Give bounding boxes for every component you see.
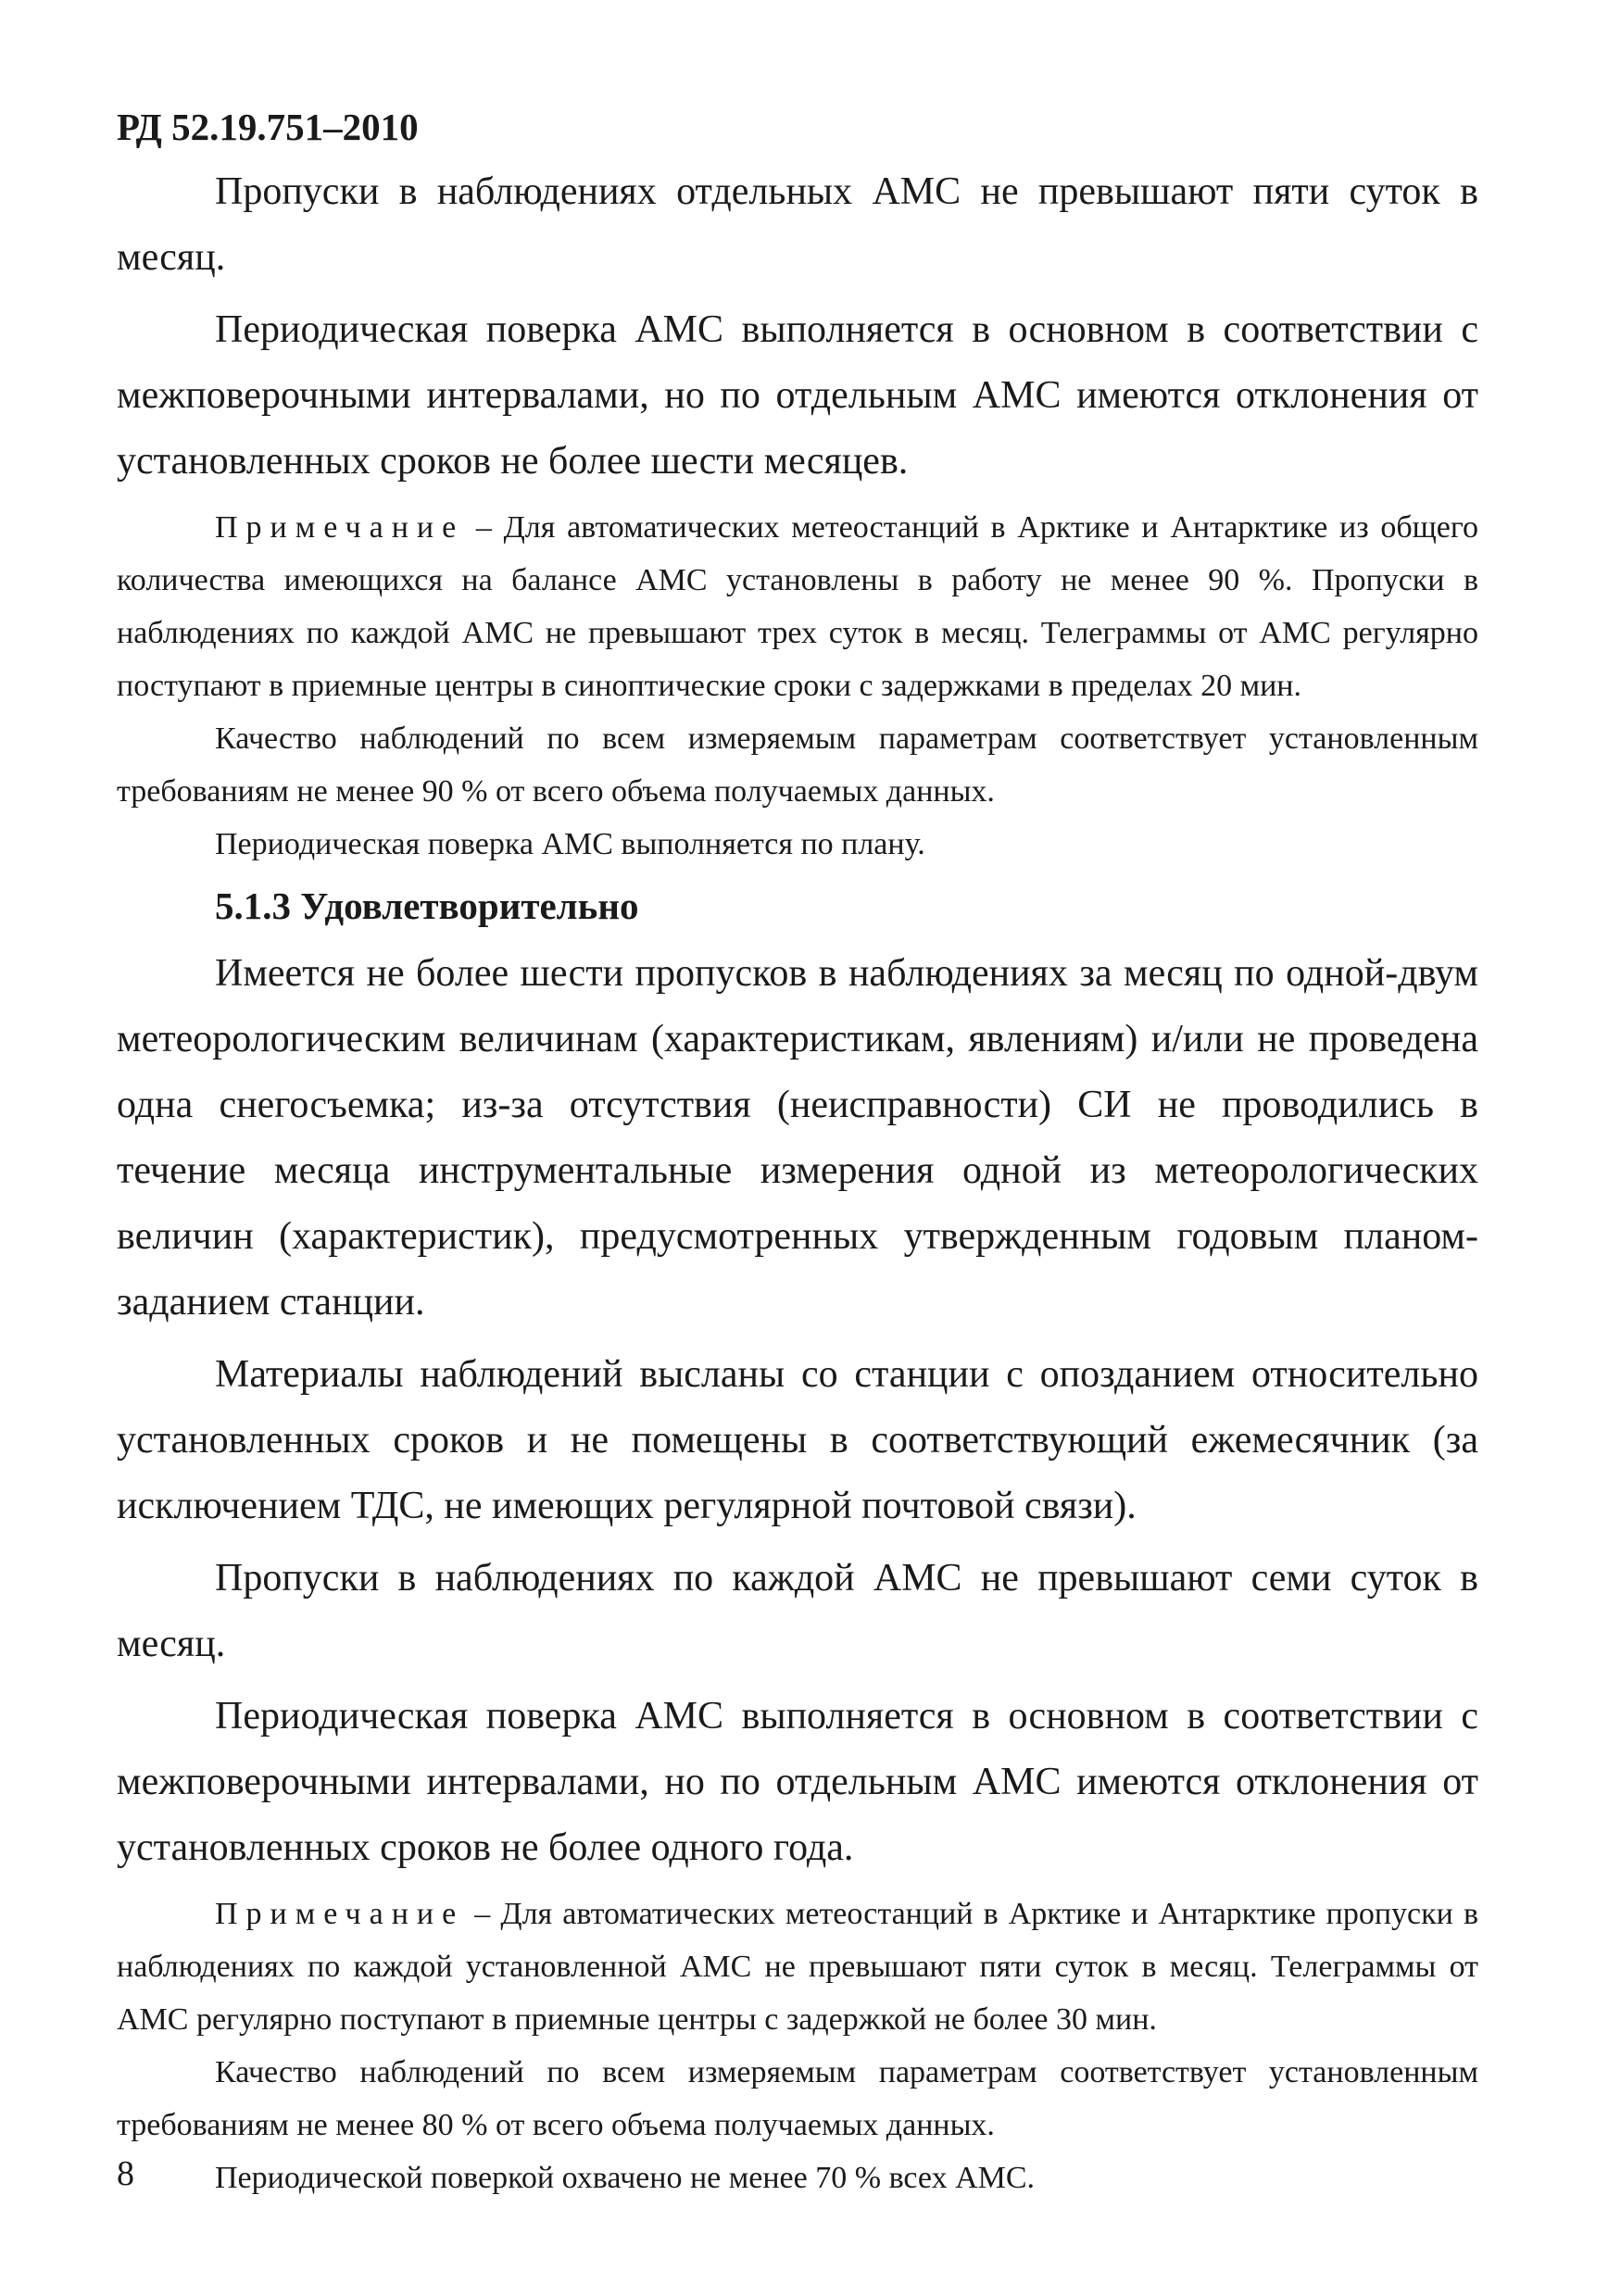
- paragraph-gaps-ams: Пропуски в наблюдениях отдельных АМС не превышают пяти суток в месяц.: [117, 170, 1478, 279]
- note-arctic-good: [117, 501, 1478, 712]
- note-quality-good: Качество наблюдений по всем измеряемым параметрам соответствует установленным требованиям не менее 90 % от всего объема получаемых данных.: [117, 721, 1478, 809]
- note-label: Примечание: [215, 1897, 465, 1931]
- document-code: РД 52.19.751–2010: [117, 106, 419, 148]
- note-quality-satisfactory: Качество наблюдений по всем измеряемым параметрам соответствует установленным требованиям не менее 80 % от всего объема получаемых данных.: [117, 2055, 1478, 2142]
- paragraph-verification: Периодическая поверка АМС выполняется в основном в соответствии с межповерочными интервалами, но по отдельным АМС имеются отклонения от установленных сроков не более шести месяцев.: [117, 308, 1478, 483]
- paragraph-gaps-ams-satisfactory: Пропуски в наблюдениях по каждой АМС не превышают семи суток в месяц.: [117, 1557, 1478, 1665]
- note-text: – Для автоматических метеостанций в Арктике и Антарктике пропуски в наблюдениях по каждой установленной АМС не превышают пяти суток в месяц. Телеграммы от АМС регулярно поступают в приемные центры с задержкой не более 30 мин.: [117, 1897, 1478, 2037]
- document-body: [117, 159, 1478, 2204]
- note-verification-satisfactory: Периодической поверкой охвачено не менее 70 % всех АМС.: [215, 2161, 1036, 2195]
- note-text: – Для автоматических метеостанций в Арктике и Антарктике из общего количества имеющихся на балансе АМС установлены в работу не менее 90 %. Пропуски в наблюдениях по каждой АМС не превышают трех суток в месяц. Телеграммы от АМС регулярно поступают в приемные центры в синоптические сроки с задержками в пределах 20 мин.: [117, 510, 1478, 703]
- page-number: 8: [117, 2154, 134, 2193]
- note-arctic-satisfactory: [117, 1888, 1478, 2046]
- paragraph-materials-delay: Материалы наблюдений высланы со станции с опозданием относительно установленных сроков и не помещены в соответствующий ежемесячник (за исключением ТДС, не имеющих регулярной почтовой связи).: [117, 1353, 1478, 1527]
- paragraph-verification-satisfactory: Периодическая поверка АМС выполняется в основном в соответствии с межповерочными интервалами, но по отдельным АМС имеются отклонения от установленных сроков не более одного года.: [117, 1695, 1478, 1869]
- section-heading-satisfactory: 5.1.3 Удовлетворительно: [215, 885, 639, 927]
- note-label: Примечание: [215, 510, 465, 545]
- paragraph-missed-observations: Имеется не более шести пропусков в наблюдениях за месяц по одной-двум метеорологическим величинам (характеристикам, явлениям) и/или не проведена одна снегосъемка; из-за отсутствия (неисправности) СИ не проводились в течение месяца инструментальные измерения одной из метеорологических величин (характеристик), предусмотренных утвержденным годовым планом-заданием станции.: [117, 952, 1478, 1324]
- note-verification-good: Периодическая поверка АМС выполняется по плану.: [215, 827, 925, 861]
